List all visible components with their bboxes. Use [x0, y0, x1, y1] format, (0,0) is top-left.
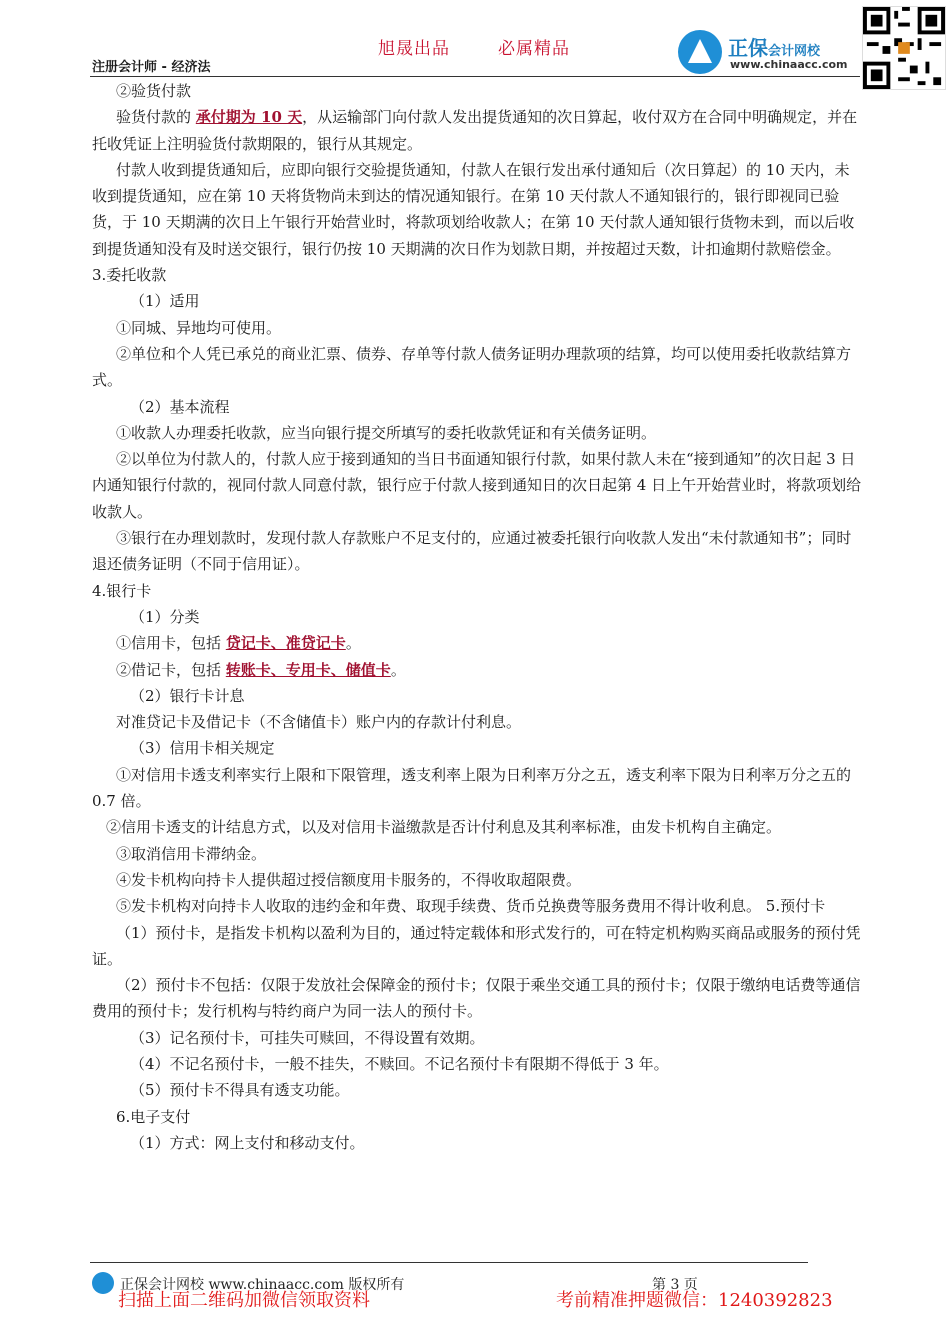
paragraph: ②单位和个人凭已承兑的商业汇票、债券、存单等付款人债务证明办理款项的结算，均可以使用委托收款结算方式。: [92, 344, 852, 390]
paragraph: ②以单位为付款人的，付款人应于接到通知的当日书面通知银行付款，如果付款人未在“接到通知”的次日起 3 日内通知银行付款的，视同付款人同意付款，银行应于付款人接到通知日的次日起第 4 日上午开始营业时，将款项划给收款人。: [92, 450, 862, 521]
paragraph: （1）方式：网上支付和移动支付。: [130, 1133, 365, 1152]
subheading: （1）适用: [130, 292, 200, 311]
slogan-2: 必属精品: [498, 39, 570, 59]
logo-url: www.chinaacc.com: [730, 58, 848, 71]
paragraph: ③取消信用卡滞纳金。: [116, 844, 267, 863]
paragraph: （3）记名预付卡，可挂失可赎回，不得设置有效期。: [130, 1028, 485, 1047]
paragraph: （5）预付卡不得具有透支功能。: [130, 1081, 350, 1100]
paragraph: 对准贷记卡及借记卡（不含储值卡）账户内的存款计付利息。: [116, 713, 522, 732]
promo-left: 扫描上面二维码加微信领取资料: [118, 1290, 370, 1311]
paragraph: ②借记卡，包括 转账卡、专用卡、储值卡。: [116, 660, 406, 679]
paragraph: ④发卡机构向持卡人提供超过授信额度用卡服务的，不得收取超限费。: [116, 870, 582, 889]
footer-copyright: 正保会计网校 www.chinaacc.com 版权所有: [120, 1277, 405, 1293]
header-slogan: [378, 34, 618, 59]
logo-name: 正保: [728, 36, 768, 60]
paragraph: ③银行在办理划款时，发现付款人存款账户不足支付的，应通过被委托银行向收款人发出“未付款通知书”；同时退还债务证明（不同于信用证）。: [92, 529, 852, 574]
paragraph: ②信用卡透支的计结息方式，以及对信用卡溢缴款是否计付利息及其利率标准，由发卡机构自主确定。: [106, 818, 782, 837]
paragraph: ①同城、异地均可使用。: [116, 318, 282, 337]
subheading: （1）分类: [130, 607, 200, 626]
paragraph: ②验货付款: [116, 82, 192, 100]
logo-emblem-icon: [678, 30, 722, 74]
logo-sub: 会计网校: [768, 44, 821, 59]
qr-code-icon: [862, 6, 946, 90]
section-heading: 3.委托收款: [92, 266, 167, 285]
highlight-term: 转账卡、专用卡、储值卡: [225, 660, 391, 679]
subheading: （2）银行卡计息: [130, 686, 245, 705]
slogan-1: 旭晟出品: [378, 39, 450, 59]
subheading: （2）基本流程: [130, 397, 230, 416]
paragraph: （2）预付卡不包括：仅限于发放社会保障金的预付卡；仅限于乘坐交通工具的预付卡；仅限于缴纳电话费等通信费用的预付卡；发行机构与特约商户为同一法人的预付卡。: [92, 976, 861, 1021]
highlight-term: 贷记卡、准贷记卡: [225, 634, 346, 653]
header-divider: [90, 76, 860, 77]
brand-logo: [678, 28, 860, 76]
paragraph: 验货付款的 承付期为 10 天，从运输部门向付款人发出提货通知的次日算起，收付双方在合同中明确规定，并在托收凭证上注明验货付款期限的，银行从其规定。: [92, 108, 858, 153]
paragraph: （1）预付卡，是指发卡机构以盈利为目的，通过特定载体和形式发行的，可在特定机构购买商品或服务的预付凭证。: [92, 923, 861, 968]
paragraph: ①信用卡，包括 贷记卡、准贷记卡。: [116, 634, 361, 653]
highlight-term: 承付期为 10 天: [195, 108, 303, 127]
paragraph: （4）不记名预付卡，一般不挂失，不赎回。不记名预付卡有限期不得低于 3 年。: [130, 1054, 669, 1073]
page-number: 第 3 页: [652, 1277, 698, 1293]
footer-logo-icon: [92, 1272, 114, 1294]
paragraph: ①收款人办理委托收款，应当向银行提交所填写的委托收款凭证和有关债务证明。: [116, 423, 657, 442]
paragraph: ⑤发卡机构对向持卡人收取的违约金和年费、取现手续费、货币兑换费等服务费用不得计收利息。 5.预付卡: [116, 897, 826, 916]
footer-divider: [90, 1262, 808, 1263]
promo-right: 考前精准押题微信：1240392823: [556, 1290, 833, 1311]
paragraph: ①对信用卡透支利率实行上限和下限管理，透支利率上限为日利率万分之五，透支利率下限为日利率万分之五的 0.7 倍。: [92, 765, 852, 811]
subheading: （3）信用卡相关规定: [130, 739, 275, 758]
page-content: [92, 78, 862, 1156]
paragraph: 付款人收到提货通知后，应即向银行交验提货通知，付款人在银行发出承付通知后（次日算起）的 10 天内，未收到提货通知，应在第 10 天将货物尚未到达的情况通知银行。在第 10 天付款人不通知银行的，银行即视同已验货，于 10 天期满的次日上午银行开始营业时，将款项划给收款人；在第 10 天付款人通知银行货物未到，而以后收到提货通知没有及时送交银行，银行仍按 10 天期满的次日作为划款日期，并按超过天数，计扣逾期付款赔偿金。: [92, 160, 855, 258]
section-heading: 6.电子支付: [116, 1107, 191, 1126]
doc-title: 注册会计师 - 经济法: [92, 60, 211, 75]
section-heading: 4.银行卡: [92, 581, 152, 600]
